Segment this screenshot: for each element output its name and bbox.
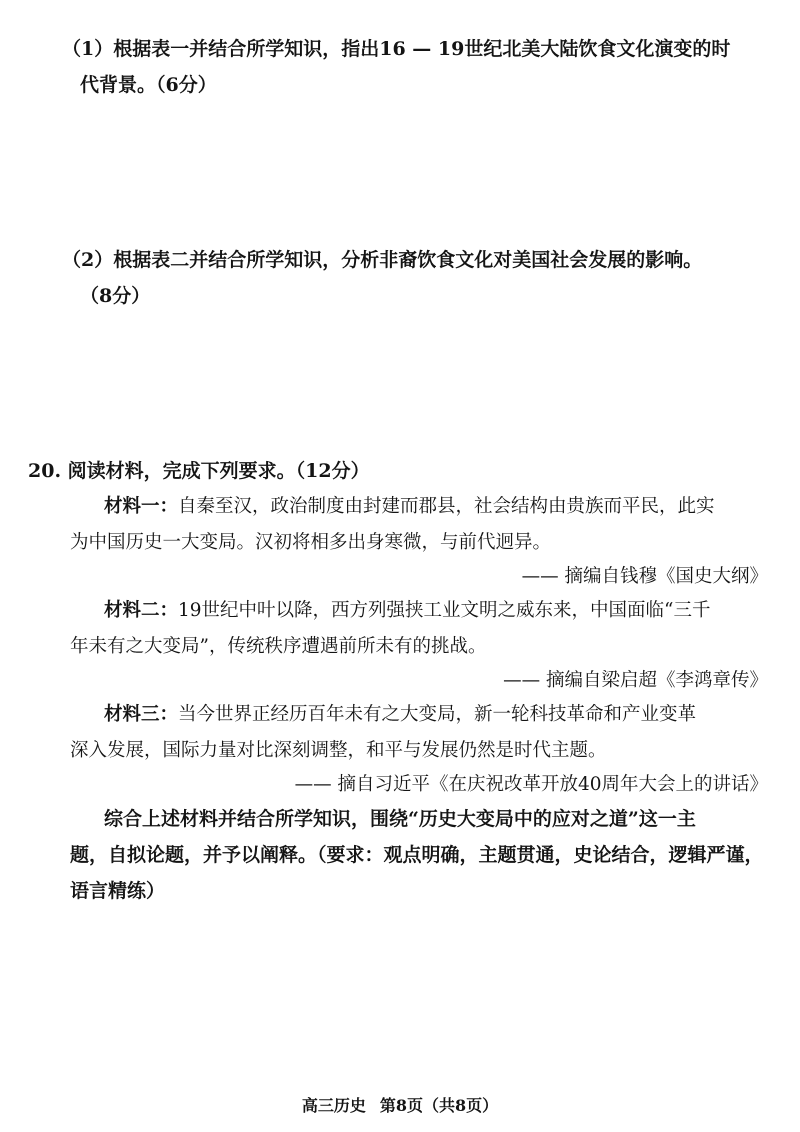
q20-heading: 20. 阅读材料，完成下列要求。（12分）: [28, 460, 370, 482]
material-1-label: 材料一：: [104, 496, 179, 517]
material-3-label: 材料三：: [104, 704, 179, 725]
task-line3: 语言精练）: [70, 880, 166, 902]
material-2-source: —— 摘编自梁启超《李鸿章传》: [503, 670, 768, 691]
material-1-line2: 为中国历史一大变局。汉初将相多出身寒微，与前代迥异。: [70, 532, 552, 553]
material-3-text: 当今世界正经历百年未有之大变局，新一轮科技革命和产业变革: [178, 704, 697, 725]
material-2-line2: 年未有之大变局”，传统秩序遭遇前所未有的挑战。: [70, 636, 487, 657]
material-3-line1: [104, 702, 696, 728]
material-3-source: —— 摘自习近平《在庆祝改革开放40周年大会上的讲话》: [294, 774, 768, 795]
footer-page-number: 第8页（共8页）: [379, 1096, 499, 1115]
q19-part1-line2: 代背景。（6分）: [80, 74, 217, 96]
task-line2: 题，自拟论题，并予以阐释。（要求：观点明确，主题贯通，史论结合，逻辑严谨，: [70, 844, 764, 866]
footer-subject: 高三历史: [301, 1096, 366, 1115]
task-line1: 综合上述材料并结合所学知识，围绕“历史大变局中的应对之道”这一主: [104, 808, 696, 830]
q19-part2-line1: （2）根据表二并结合所学知识，分析非裔饮食文化对美国社会发展的影响。: [62, 249, 703, 271]
material-1-source: —— 摘编自钱穆《国史大纲》: [521, 566, 768, 587]
material-1-line1: [104, 494, 715, 520]
q19-part1-line1: （1）根据表一并结合所学知识，指出16 — 19世纪北美大陆饮食文化演变的时: [62, 38, 731, 60]
material-1-text: 自秦至汉，政治制度由封建而郡县，社会结构由贵族而平民，此实: [178, 496, 715, 517]
page-footer: [0, 1095, 800, 1117]
material-2-label: 材料二：: [104, 600, 179, 621]
material-3-line2: 深入发展，国际力量对比深刻调整，和平与发展仍然是时代主题。: [70, 740, 607, 761]
q19-part2-line2: （8分）: [80, 285, 151, 307]
material-2-line1: [104, 598, 711, 624]
material-2-text: 19世纪中叶以降，西方列强挟工业文明之威东来，中国面临“三千: [178, 600, 711, 621]
